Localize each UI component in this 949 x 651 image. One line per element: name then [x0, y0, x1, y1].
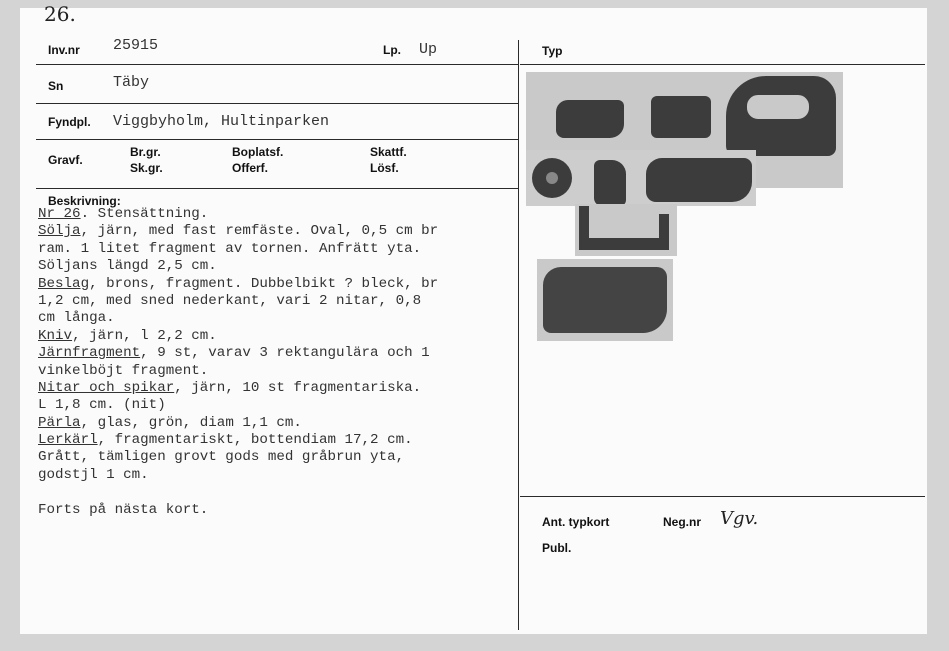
beskrivning-label: Beskrivning:: [48, 194, 121, 208]
description-line: [38, 241, 518, 258]
typ-label: Typ: [542, 44, 563, 58]
sn-value: Täby: [113, 74, 150, 91]
lp-value: Up: [419, 41, 438, 58]
fyndpl-value: Viggbyholm, Hultinparken: [113, 113, 330, 130]
artifact-fragment: [646, 158, 752, 202]
description-line: [38, 293, 518, 310]
item-heading: Nitar och spikar: [38, 379, 175, 396]
description-line: [38, 310, 518, 327]
description-line: [38, 258, 518, 275]
artifact-fragment: [651, 96, 711, 138]
description-line: [38, 223, 518, 240]
item-heading: Kniv: [38, 327, 73, 344]
description-text-segment: Grått, tämligen grovt gods med gråbrun yta,: [38, 449, 405, 466]
description-line: [38, 380, 518, 397]
row-divider: [520, 496, 925, 497]
description-line: [38, 206, 518, 223]
description-line: [38, 502, 518, 519]
description-text-segment: , glas, grön, diam 1,1 cm.: [80, 414, 302, 431]
description-text-segment: , järn, med fast remfäste. Oval, 0,5 cm br: [80, 223, 439, 240]
description-text-segment: , 9 st, varav 3 rektangulära och 1: [140, 345, 430, 362]
description-text-segment: cm långa.: [38, 310, 115, 327]
description-text-segment: , brons, fragment. Dubbelbikt ? bleck, br: [89, 275, 439, 292]
description-line: [38, 328, 518, 345]
sn-label: Sn: [48, 79, 64, 93]
inv-value: 25915: [113, 37, 159, 54]
item-heading: Pärla: [38, 414, 81, 431]
artifact-fragment: [556, 100, 624, 138]
row-divider: [36, 188, 518, 189]
row-divider: [36, 64, 518, 65]
description-line: [38, 432, 518, 449]
row-divider: [36, 139, 518, 140]
artifact-photo: [575, 204, 677, 256]
description-text-segment: . Stensättning.: [80, 206, 209, 222]
description-line: [38, 449, 518, 466]
row-divider: [520, 64, 925, 65]
card-number: 26.: [44, 2, 76, 26]
losf-label: Lösf.: [370, 161, 399, 175]
fyndpl-label: Fyndpl.: [48, 115, 91, 129]
item-heading: Beslag: [38, 275, 90, 292]
description-text: [38, 206, 518, 519]
column-divider: [518, 40, 519, 630]
negnr-value: Vgv.: [720, 508, 759, 529]
pottery-fragment: [543, 267, 667, 333]
description-line: [38, 363, 518, 380]
item-heading: Sölja: [38, 223, 81, 240]
artifact-fragment: [579, 238, 669, 250]
negnr-label: Neg.nr: [663, 515, 702, 529]
bead-fragment: [532, 158, 572, 198]
description-text-segment: , fragmentariskt, bottendiam 17,2 cm.: [97, 432, 413, 449]
gravf-label: Gravf.: [48, 153, 83, 167]
description-text-segment: Söljans längd 2,5 cm.: [38, 258, 217, 275]
artifact-photo: [526, 150, 756, 206]
description-line: [38, 276, 518, 293]
item-heading: Lerkärl: [38, 432, 98, 449]
description-text-segment: Forts på nästa kort.: [38, 501, 209, 518]
description-text-segment: ram. 1 litet fragment av tornen. Anfrätt yta.: [38, 240, 422, 257]
skgr-label: Sk.gr.: [130, 161, 163, 175]
buckle-fragment: [726, 76, 836, 156]
description-line: [38, 467, 518, 484]
description-text-segment: 1,2 cm, med sned nederkant, vari 2 nitar, 0,8: [38, 292, 422, 309]
row-divider: [36, 103, 518, 104]
lp-label: Lp.: [383, 43, 401, 57]
description-line: [38, 397, 518, 414]
description-line: [38, 415, 518, 432]
artifact-fragment: [594, 160, 626, 206]
description-text-segment: L 1,8 cm. (nit): [38, 397, 166, 414]
artifact-fragment: [659, 214, 669, 248]
description-text-segment: , järn, 10 st fragmentariska.: [174, 379, 422, 396]
item-heading: Nr 26: [38, 206, 81, 222]
publ-label: Publ.: [542, 541, 572, 555]
item-heading: Järnfragment: [38, 345, 141, 362]
inv-label: Inv.nr: [48, 43, 80, 57]
description-line: [38, 484, 518, 501]
skattf-label: Skattf.: [370, 145, 407, 159]
artifact-photo: [537, 259, 673, 341]
description-text-segment: vinkelböjt fragment.: [38, 362, 209, 379]
description-text-segment: godstjl 1 cm.: [38, 466, 149, 483]
description-line: [38, 345, 518, 362]
offerf-label: Offerf.: [232, 161, 268, 175]
ant-typkort-label: Ant. typkort: [542, 515, 610, 529]
boplatsf-label: Boplatsf.: [232, 145, 284, 159]
description-text-segment: , järn, l 2,2 cm.: [72, 327, 217, 344]
brgr-label: Br.gr.: [130, 145, 161, 159]
